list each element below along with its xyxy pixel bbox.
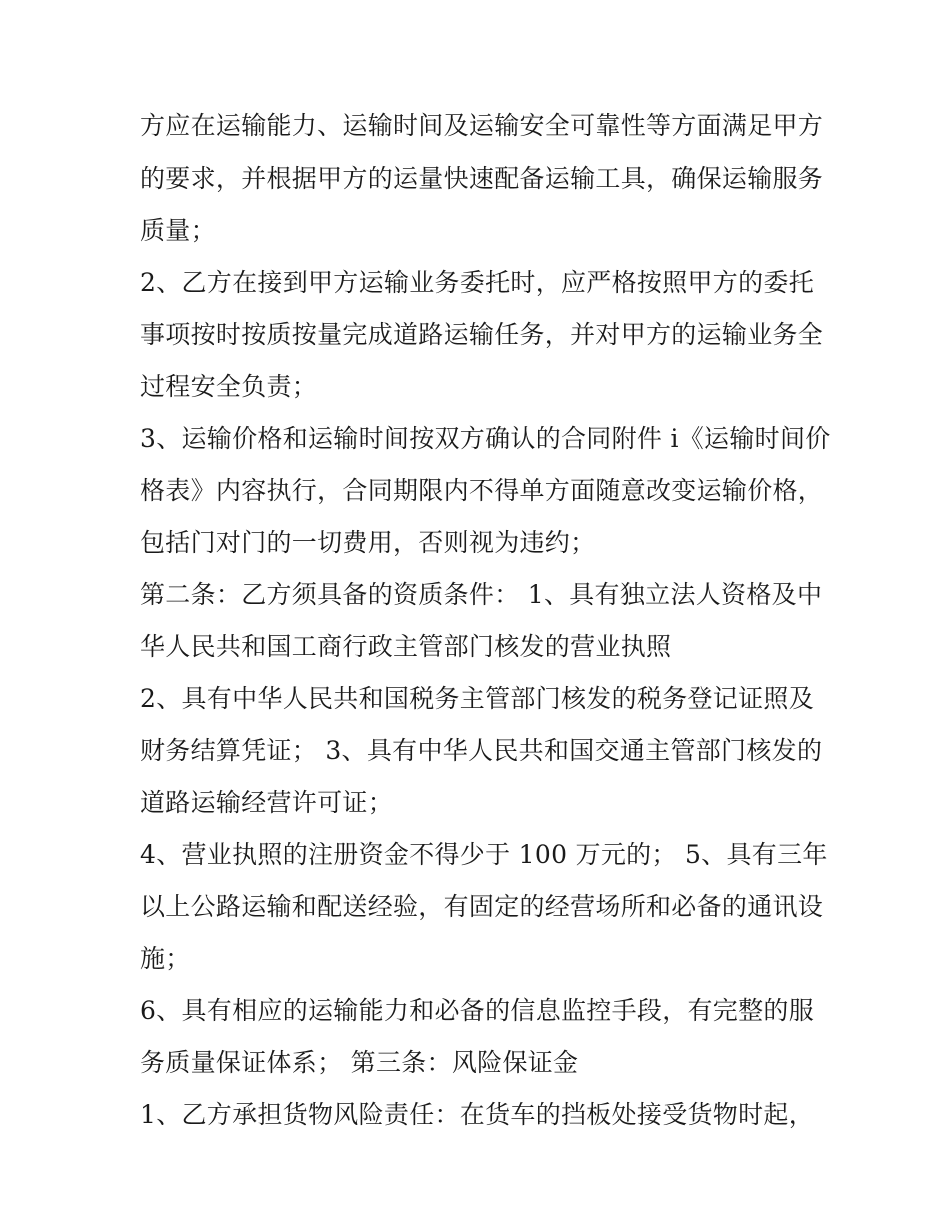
text-line-8: 格表》内容执行，合同期限内不得单方面随意改变运输价格， <box>140 476 824 505</box>
text-line-15: 4、营业执照的注册资金不得少于 100 万元的； 5、具有三年 <box>140 840 828 869</box>
text-line-14: 道路运输经营许可证； <box>140 788 394 817</box>
text-line-12: 2、具有中华人民共和国税务主管部门核发的税务登记证照及 <box>140 684 815 713</box>
text-line-16: 以上公路运输和配送经验，有固定的经营场所和必备的通讯设 <box>140 892 824 921</box>
text-line-4: 2、乙方在接到甲方运输业务委托时，应严格按照甲方的委托 <box>140 268 815 297</box>
text-line-13: 财务结算凭证； 3、具有中华人民共和国交通主管部门核发的 <box>140 736 823 765</box>
text-line-10: 第二条：乙方须具备的资质条件： 1、具有独立法人资格及中 <box>140 580 823 609</box>
text-line-19: 务质量保证体系； 第三条：风险保证金 <box>140 1048 579 1077</box>
text-line-5: 事项按时按质按量完成道路运输任务，并对甲方的运输业务全 <box>140 320 824 349</box>
text-line-20: 1、乙方承担货物风险责任：在货车的挡板处接受货物时起， <box>140 1100 815 1129</box>
text-line-18: 6、具有相应的运输能力和必备的信息监控手段，有完整的服 <box>140 996 815 1025</box>
text-line-17: 施； <box>140 944 191 973</box>
text-line-6: 过程安全负责； <box>140 372 318 401</box>
text-line-3: 质量； <box>140 216 216 245</box>
text-line-2: 的要求，并根据甲方的运量快速配备运输工具，确保运输服务 <box>140 164 824 193</box>
text-line-1: 方应在运输能力、运输时间及运输安全可靠性等方面满足甲方 <box>140 111 824 140</box>
text-line-7: 3、运输价格和运输时间按双方确认的合同附件 i《运输时间价 <box>140 424 831 453</box>
text-line-11: 华人民共和国工商行政主管部门核发的营业执照 <box>140 632 672 661</box>
text-line-9: 包括门对门的一切费用，否则视为违约； <box>140 528 596 557</box>
